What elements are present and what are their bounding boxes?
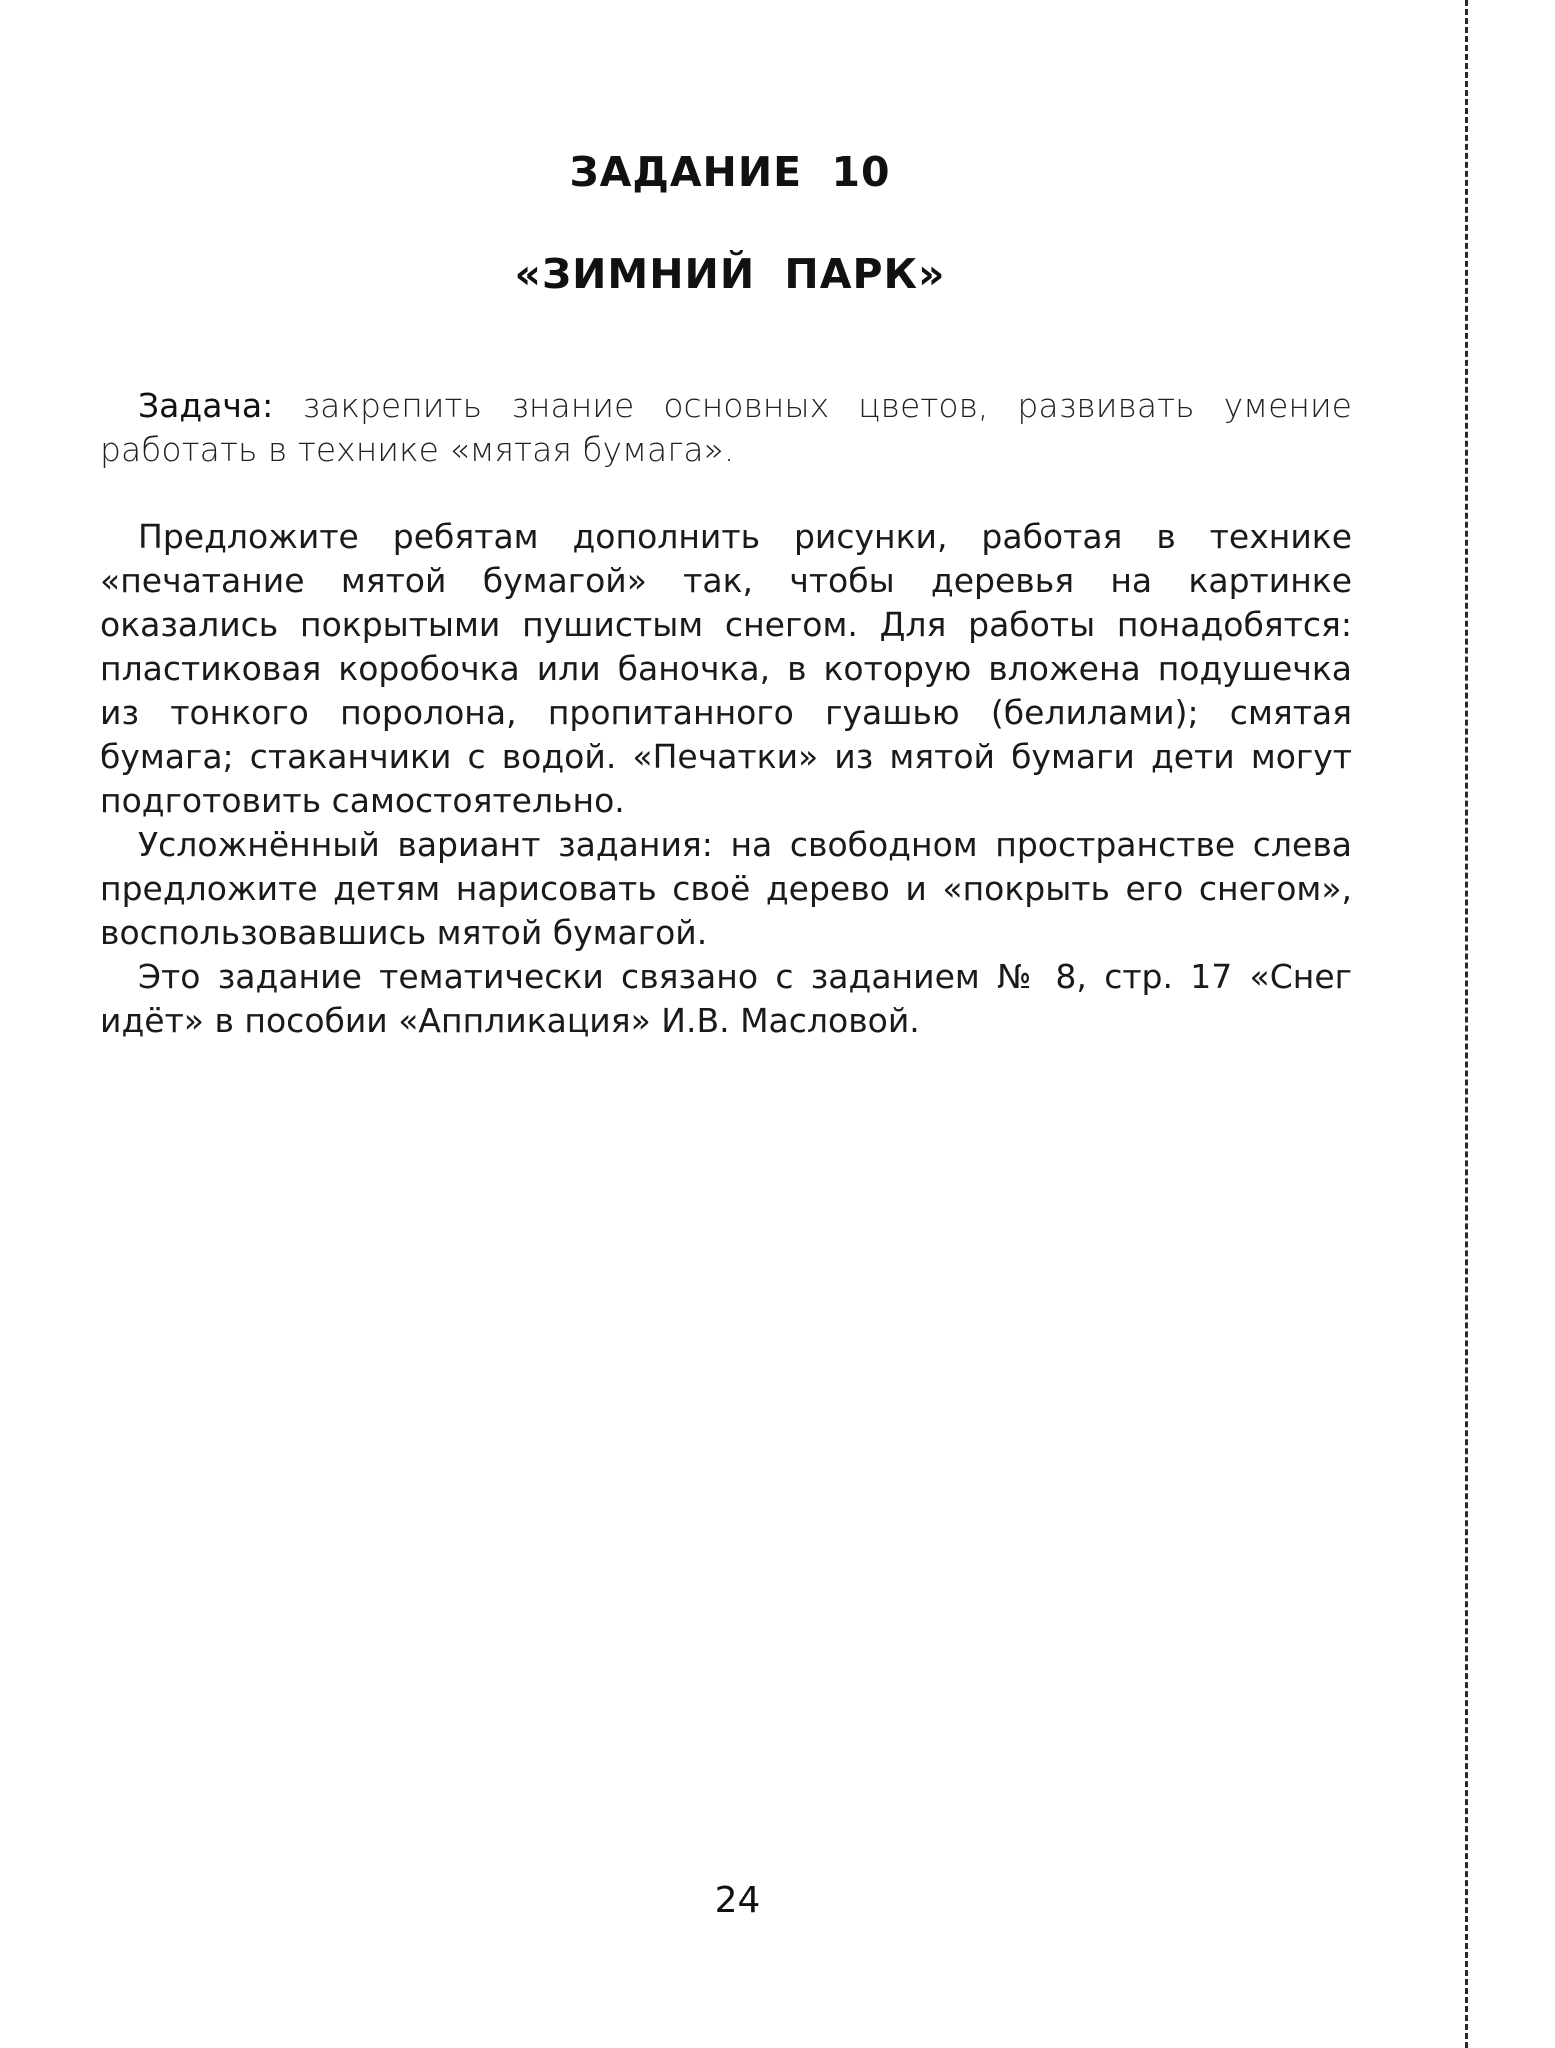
dashed-cut-line (1465, 0, 1468, 2048)
goal-block (100, 384, 1352, 472)
instructions-block (100, 515, 1352, 1043)
goal-label: Задача: (138, 386, 274, 425)
instruction-paragraph-3: Это задание тематически связано с заданием № 8, стр. 17 «Снег идёт» в пособии «Аппликация» И.В. Масловой. (100, 957, 1352, 1040)
goal-text: закрепить знание основных цветов, развивать умение работать в технике «мятая бумага». (100, 386, 1352, 469)
task-number-heading: ЗАДАНИЕ 10 (569, 148, 891, 196)
page-number: 24 (714, 1880, 761, 1921)
goal-paragraph (100, 384, 1352, 472)
instruction-paragraph-1: Предложите ребятам дополнить рисунки, работая в технике «печатание мятой бумагой» так, чтобы деревья на картинке оказались покрытыми пушистым снегом. Для работы понадобятся: пластиковая коробочка или баночка, в которую вложена подушечка из тонкого поролона, пропитанного гуашью (белилами); смятая бумага; стаканчики с водой. «Печатки» из мятой бумаги дети могут подготовить самостоятельно. (100, 517, 1352, 820)
instruction-paragraph-2: Усложнённый вариант задания: на свободном пространстве слева предложите детям нарисовать своё дерево и «покрыть его снегом», воспользовавшись мятой бумагой. (100, 825, 1352, 952)
task-title-heading: «ЗИМНИЙ ПАРК» (514, 250, 946, 298)
